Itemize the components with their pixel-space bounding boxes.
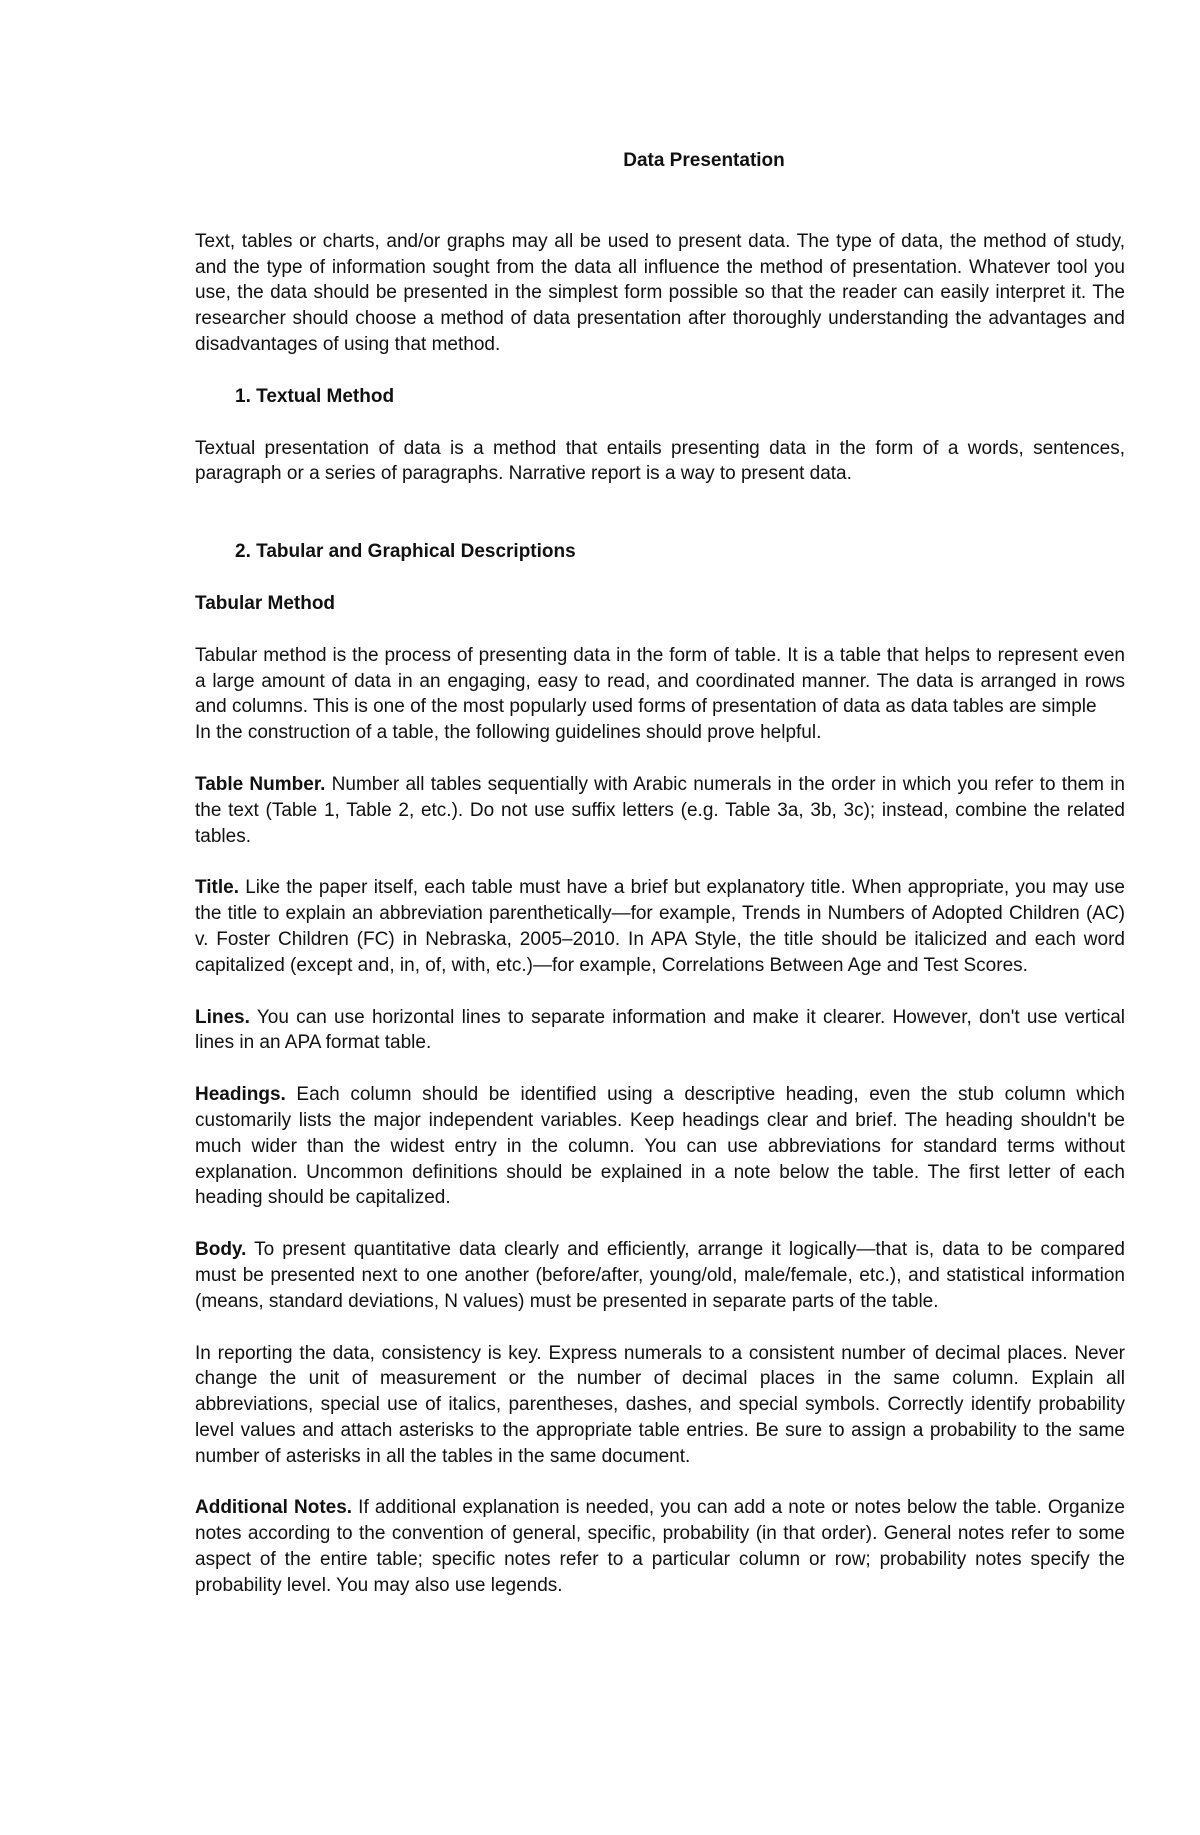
guideline-text: Each column should be identified using a descriptive heading, even the stub column which customarily lists the major independent variables. Keep headings clear and brief. The heading shouldn't be much wider than the widest entry in the column. You can use abbreviations for standard terms without explanation. Uncommon definitions should be explained in a note below the table. The first letter of each heading should be capitalized. — [195, 1084, 1125, 1209]
guideline-lead: Table Number. — [195, 773, 326, 795]
guideline-lead: Additional Notes. — [195, 1497, 353, 1519]
guideline-lines — [195, 1005, 1125, 1057]
guideline-text: Number all tables sequentially with Arabic numerals in the order in which you refer to them in the text (Table 1, Table 2, etc.). Do not use suffix letters (e.g. Table 3a, 3b, 3c); instead, combine the related tables. — [195, 773, 1125, 847]
guideline-lead: Lines. — [195, 1006, 250, 1028]
guideline-headings — [195, 1082, 1125, 1211]
textual-method-paragraph: Textual presentation of data is a method that entails presenting data in the form of a words, sentences, paragraph or a series of paragraphs. Narrative report is a way to present data. — [195, 437, 1125, 485]
guideline-text: You can use horizontal lines to separate information and make it clearer. However, don't use vertical lines in an APA format table. — [195, 1006, 1125, 1054]
subheading-tabular-method: Tabular Method — [195, 592, 336, 614]
intro-paragraph: Text, tables or charts, and/or graphs may all be used to present data. The type of data, the method of study, and the type of information sought from the data all influence the method of presentation. Whatever tool you use, the data should be presented in the simplest form possible so that the reader can easily interpret it. The researcher should choose a method of data presentation after thoroughly understanding the advantages and disadvantages of using that method. — [195, 230, 1125, 355]
guideline-reporting: In reporting the data, consistency is key. Express numerals to a consistent number of decimal places. Never change the unit of measurement or the number of decimal places in the same column. Explain all abbreviations, special use of italics, parentheses, dashes, and special symbols. Correctly identify probability level values and attach asterisks to the appropriate table entries. Be sure to assign a probability to the same number of asterisks in all the tables in the same document. — [195, 1342, 1125, 1467]
guideline-text: Like the paper itself, each table must have a brief but explanatory title. When appropriate, you may use the title to explain an abbreviation parenthetically—for example, Trends in Numbers of Adopted Children (AC) v. Foster Children (FC) in Nebraska, 2005–2010. In APA Style, the title should be italicized and each word capitalized (except and, in, of, with, etc.)—for example, Correlations Between Age and Test Scores. — [195, 877, 1125, 976]
guideline-table-number — [195, 772, 1125, 849]
guidelines-intro: In the construction of a table, the following guidelines should prove helpful. — [195, 722, 822, 744]
guideline-body — [195, 1237, 1125, 1314]
section-heading-textual: 1. Textual Method — [235, 385, 395, 407]
guideline-lead: Body. — [195, 1239, 247, 1261]
page-title: Data Presentation — [623, 150, 785, 171]
document-page — [195, 148, 1125, 1599]
guideline-text: If additional explanation is needed, you can add a note or notes below the table. Organize notes according to the convention of general, specific, probability (in that order). General notes refer to some aspect of the entire table; specific notes refer to a particular column or row; probability notes specify the probability level. You may also use legends. — [195, 1497, 1125, 1596]
section-heading-tabular-graphical: 2. Tabular and Graphical Descriptions — [235, 541, 576, 563]
guideline-title — [195, 875, 1125, 978]
guideline-additional-notes — [195, 1495, 1125, 1598]
guideline-text: To present quantitative data clearly and efficiently, arrange it logically—that is, data to be compared must be presented next to one another (before/after, young/old, male/female, etc.), and statistical information (means, standard deviations, N values) must be presented in separate parts of the table. — [195, 1239, 1125, 1312]
tabular-method-paragraph: Tabular method is the process of presenting data in the form of table. It is a table that helps to represent even a large amount of data in an engaging, easy to read, and coordinated manner. The data is arranged in rows and columns. This is one of the most popularly used forms of presentation of data as data tables are simple — [195, 644, 1125, 718]
guideline-lead: Title. — [195, 877, 239, 899]
guideline-lead: Headings. — [195, 1084, 286, 1106]
